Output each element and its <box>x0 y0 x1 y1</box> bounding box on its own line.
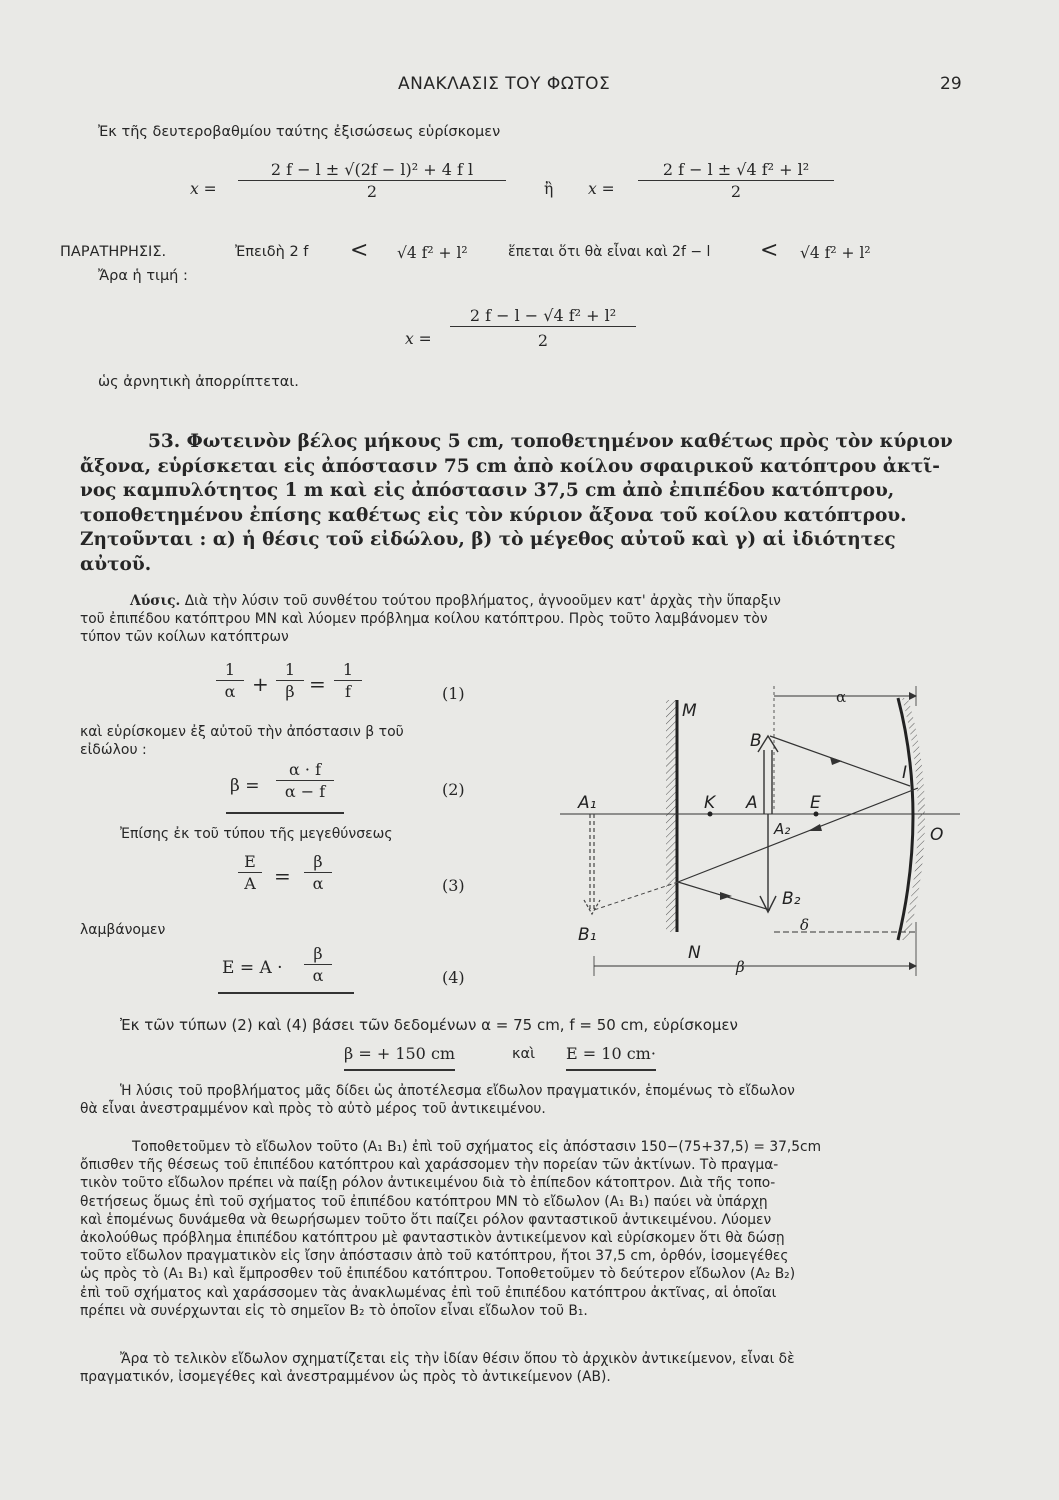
remark-line-3: ὡς ἀρνητικὴ ἀπορρίπτεται. <box>98 374 299 390</box>
conclusion-p2-line-9: ἐπὶ τοῦ σχήματος καὶ χαράσσομεν τὰς ἀνακλωμένας ἐπὶ τοῦ ἐπιπέδου κατόπτρου ἀκτῖνας, αἱ ὁποῖαι <box>80 1284 777 1301</box>
remark-eq-denominator: 2 <box>537 331 549 350</box>
f4-tag: (4) <box>442 968 465 987</box>
solution-line-1: Διὰ τὴν λύσιν τοῦ συνθέτου τούτου προβλήματος, ἀγνοοῦμεν κατ' ἀρχὰς τὴν ὕπαρξιν <box>184 593 781 609</box>
running-title: ΑΝΑΚΛΑΣΙΣ ΤΟΥ ΦΩΤΟΣ <box>398 74 611 94</box>
label-a: A <box>746 793 758 813</box>
result-kai: καὶ <box>512 1046 536 1062</box>
solution-label: Λύσις. <box>130 593 181 609</box>
remark-lt-2: < <box>760 238 779 263</box>
label-e: E <box>810 793 821 813</box>
label-alpha: α <box>836 688 847 706</box>
label-delta: δ <box>800 916 810 934</box>
label-b1: B₁ <box>578 925 597 945</box>
remark-sqrt-1: √4 f² + l² <box>397 244 468 262</box>
remark-label: ΠΑΡΑΤΗΡΗΣΙΣ. <box>60 244 167 260</box>
eq2-denominator: 2 <box>730 182 742 201</box>
solution-line-2: τοῦ ἐπιπέδου κατόπτρου ΜΝ καὶ λύομεν πρόβλημα κοίλου κατόπτρου. Πρὸς τοῦτο λαμβάνομεν τὸν <box>80 611 768 628</box>
lamb-text: λαμβάνομεν <box>80 922 166 938</box>
conclusion-p3 <box>80 1350 970 1386</box>
optics-diagram <box>560 660 960 1000</box>
eq1-lhs: x = <box>190 180 217 198</box>
label-i: I <box>902 763 908 783</box>
solution-paragraph <box>80 592 970 647</box>
f1-frac-b: 1 β <box>276 660 304 701</box>
conclusion-p2-line-4: θετήσεως ὅμως ἐπὶ τοῦ σχήματος τοῦ ἐπιπέδου κατόπτρου MN τὸ εἴδωλον (A₁ B₁) παύει νὰ ὑπάρχῃ <box>80 1193 768 1210</box>
conclusion-p3-line-2: πραγματικόν, ἰσομεγέθες καὶ ἀνεστραμμένον ὡς πρὸς τὸ ἀντικείμενον (AB). <box>80 1369 611 1386</box>
plane-mirror-hatch <box>666 700 676 932</box>
label-o: O <box>930 825 944 845</box>
or-word: ἢ <box>544 180 554 198</box>
remark-sqrt-2: √4 f² + l² <box>800 244 871 262</box>
label-n: N <box>688 943 701 963</box>
f3-frac-a: E A <box>238 852 262 893</box>
problem-statement <box>80 430 960 577</box>
label-b2: B₂ <box>782 889 801 909</box>
conclusion-p2-line-3: τικὸν τοῦτο εἴδωλον πρέπει νὰ παίξῃ ρόλον ἀντικειμένου διὰ τὸ ἐπίπεδον κάτοπτρον. Διὰ τῆς τοπο- <box>80 1175 776 1192</box>
remark-eq-fraction <box>450 306 636 350</box>
page-number: 29 <box>940 74 962 94</box>
conclusion-p1-line-2: θὰ εἶναι ἀνεστραμμένον καὶ πρὸς τὸ αὐτὸ μέρος τοῦ ἀντικειμένου. <box>80 1101 546 1118</box>
problem-line-6: αὐτοῦ. <box>80 553 152 575</box>
conclusion-p3-line-1: Ἄρα τὸ τελικὸν εἴδωλον σχηματίζεται εἰς τὴν ἰδίαν θέσιν ὅπου τὸ ἀρχικὸν ἀντικείμενον, εἶναι δὲ <box>120 1351 795 1367</box>
intro-text: Ἐκ τῆς δευτεροβαθμίου ταύτης ἐξισώσεως εὑρίσκομεν <box>98 124 501 140</box>
conclusion-p1 <box>80 1082 970 1118</box>
f3-equals: = <box>274 864 291 888</box>
from-formulas: Ἐκ τῶν τύπων (2) καὶ (4) βάσει τῶν δεδομένων α = 75 cm, f = 50 cm, εὑρίσκομεν <box>120 1016 738 1034</box>
problem-number: 53. <box>148 431 181 452</box>
conclusion-p2-line-7: τοῦτο εἴδωλον πραγματικὸν εἰς ἴσην ἀπόστασιν ἀπὸ τοῦ κατόπτρου, ἤτοι 37,5 cm, ὀρθόν, ἰσομεγέθες <box>80 1248 789 1265</box>
after-1a: καὶ εὑρίσκομεν ἐξ αὐτοῦ τὴν ἀπόστασιν β τοῦ <box>80 724 404 740</box>
label-m: M <box>682 701 697 721</box>
f1-frac-c: 1 f <box>334 660 362 701</box>
f2-fraction: α · f α − f <box>276 760 334 801</box>
eq2-fraction <box>638 160 834 201</box>
conclusion-p2-line-8: ὡς πρὸς τὸ (A₁ B₁) καὶ ἔμπροσθεν τοῦ ἐπιπέδου κατόπτρου. Τοποθετοῦμεν τὸ δεύτερον εἴδωλον (A₂ B₂) <box>80 1266 796 1283</box>
problem-line-3: νος καμπυλότητος 1 m καὶ εἰς ἀπόστασιν 37,5 cm ἀπὸ ἐπιπέδου κατόπτρου, <box>80 480 895 501</box>
label-beta: β <box>736 958 745 976</box>
remark-text-a: Ἐπειδὴ 2 f <box>235 244 309 260</box>
result-e: E = 10 cm· <box>566 1044 656 1063</box>
eq1-denominator: 2 <box>366 182 378 201</box>
label-a1: A₁ <box>578 793 597 813</box>
label-k: K <box>704 793 716 813</box>
f1-plus: + <box>252 672 269 696</box>
conclusion-p2-line-5: καὶ ἑπομένως δυνάμεθα νὰ θεωρήσωμεν τοῦτο ὅτι παίζει ρόλον φανταστικοῦ ἀντικειμένου. Λύομεν <box>80 1211 772 1228</box>
eq1-fraction <box>238 160 506 201</box>
conclusion-p2-line-2: ὄπισθεν τῆς θέσεως τοῦ ἐπιπέδου κατόπτρου καὶ χαράσσομεν τὴν πορείαν τῶν ἀκτίνων. Τὸ πραγμα- <box>80 1157 779 1174</box>
f4-fraction: β α <box>304 944 332 985</box>
f1-tag: (1) <box>442 684 465 703</box>
solution-line-3: τύπον τῶν κοίλων κατόπτρων <box>80 629 289 646</box>
after-1b: εἰδώλου : <box>80 742 147 758</box>
remark-lt-1: < <box>350 238 369 263</box>
f2-underline <box>226 812 344 814</box>
ray-dashed-b1 <box>594 882 678 910</box>
f2-tag: (2) <box>442 780 465 799</box>
conclusion-p2-line-1: Τοποθετοῦμεν τὸ εἴδωλον τοῦτο (A₁ B₁) ἐπὶ τοῦ σχήματος εἰς ἀπόστασιν 150−(75+37,5) = 37,5cm <box>132 1139 822 1155</box>
remark-eq-lhs: x = <box>405 330 432 348</box>
f4-underline <box>218 992 354 994</box>
label-b: B <box>750 731 762 751</box>
remark-text-c: ἕπεται ὅτι θὰ εἶναι καὶ 2f − l <box>508 244 711 260</box>
f2-lhs: β = <box>230 776 260 796</box>
conclusion-p2 <box>80 1138 970 1320</box>
eq2-numerator: 2 f − l ± √4 f² + l² <box>662 160 810 179</box>
problem-line-2: ἄξονα, εὑρίσκεται εἰς ἀπόστασιν 75 cm ἀπὸ κοίλου σφαιρικοῦ κατόπτρου ἀκτῖ- <box>80 455 940 477</box>
eq1-numerator: 2 f − l ± √(2f − l)² + 4 f l <box>270 160 474 179</box>
remark-line-2: Ἄρα ἡ τιμή : <box>98 268 188 284</box>
remark-eq-numerator: 2 f − l − √4 f² + l² <box>469 306 617 325</box>
f4-lhs: E = A · <box>222 958 283 978</box>
f3-frac-b: β α <box>304 852 332 893</box>
conclusion-p2-line-6: ἀκολούθως πρόβλημα ἐπιπέδου κατόπτρου μὲ φανταστικὸν ἀντικείμενον καὶ εὑρίσκομεν ὅτι θὰ δώσῃ <box>80 1230 785 1247</box>
f1-equals: = <box>309 672 326 696</box>
after-2: Ἐπίσης ἐκ τοῦ τύπου τῆς μεγεθύνσεως <box>120 826 393 842</box>
label-a2: A₂ <box>774 820 791 838</box>
f3-tag: (3) <box>442 876 465 895</box>
problem-line-5: Ζητοῦνται : α) ἡ θέσις τοῦ εἰδώλου, β) τὸ μέγεθος αὐτοῦ καὶ γ) αἱ ἰδιότητες <box>80 529 896 550</box>
result-beta: β = + 150 cm <box>344 1044 455 1063</box>
eq2-lhs: x = <box>588 180 615 198</box>
conclusion-p1-line-1: Ἡ λύσις τοῦ προβλήματος μᾶς δίδει ὡς ἀποτέλεσμα εἴδωλον πραγματικόν, ἑπομένως τὸ εἴδωλον <box>120 1083 795 1099</box>
problem-line-4: τοποθετημένου ἐπίσης καθέτως εἰς τὸν κύριον ἄξονα τοῦ κοίλου κατόπτρου. <box>80 504 907 526</box>
conclusion-p2-line-10: πρέπει νὰ συνέρχωνται εἰς τὸ σημεῖον B₂ τὸ ὁποῖον εἶναι εἴδωλον τοῦ B₁. <box>80 1302 588 1319</box>
f1-frac-a: 1 α <box>216 660 244 701</box>
problem-line-1: 53. Φωτεινὸν βέλος μήκους 5 cm, τοποθετημένον καθέτως πρὸς τὸν κύριον <box>148 431 953 452</box>
